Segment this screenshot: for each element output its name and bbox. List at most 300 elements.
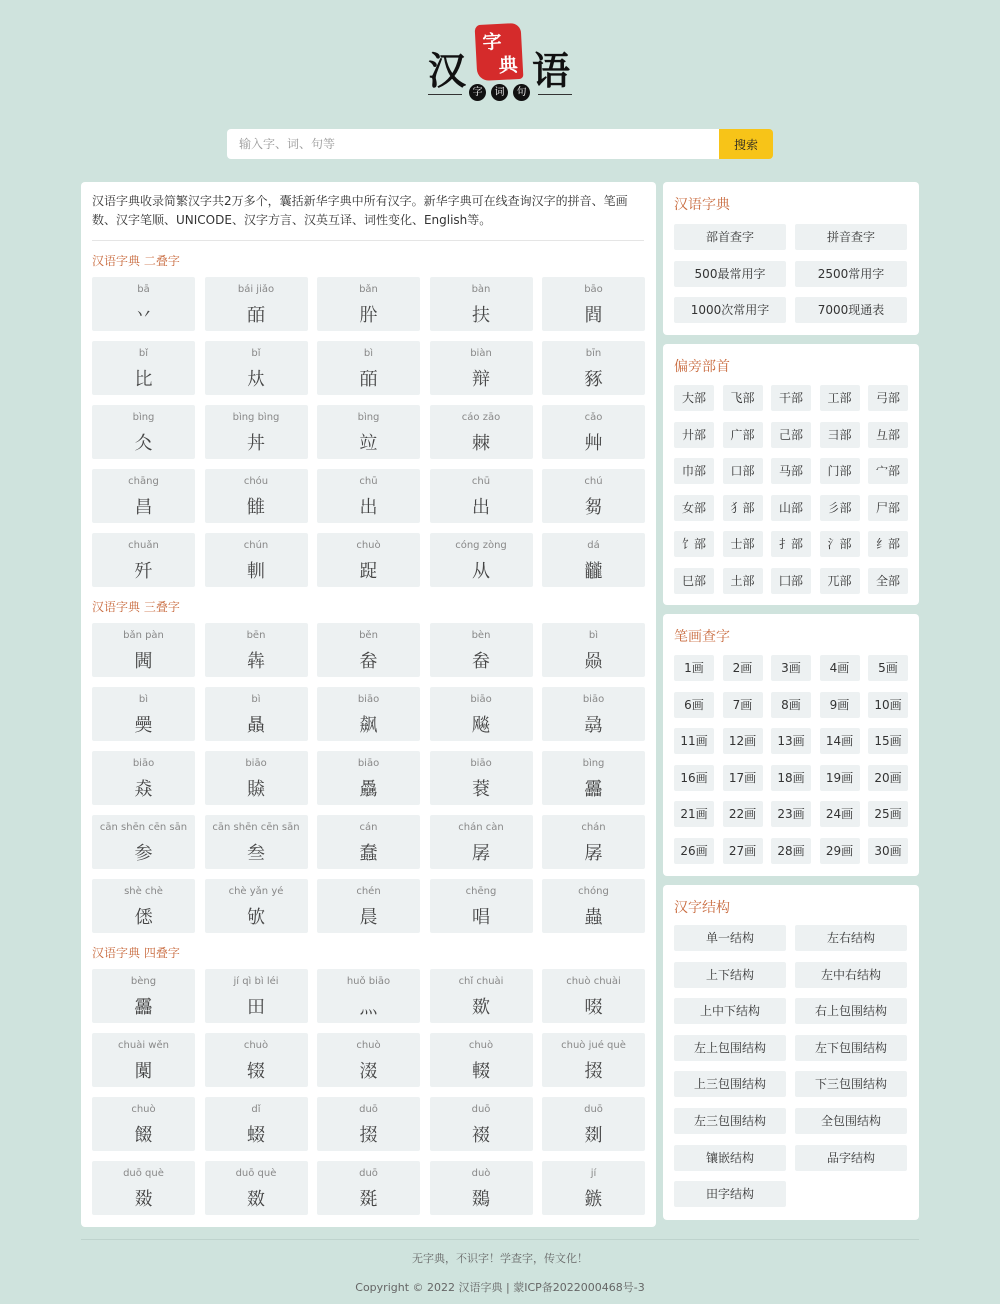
structure-button[interactable]: 上中下结构 (674, 998, 786, 1024)
char-glyph: 蝃 (247, 1125, 265, 1146)
char-pinyin: chán (581, 822, 606, 833)
char-pinyin: cān shēn cēn sān (212, 822, 300, 833)
radical-button[interactable]: 山部 (771, 495, 811, 521)
structure-button[interactable]: 镶嵌结构 (674, 1145, 786, 1171)
char-cell[interactable] (430, 1097, 533, 1151)
structure-button[interactable]: 上下结构 (674, 962, 786, 988)
radical-button[interactable]: 大部 (674, 385, 714, 411)
radical-button[interactable]: 彡部 (820, 495, 860, 521)
char-cell[interactable] (542, 1033, 645, 1087)
stroke-count-button[interactable]: 16画 (674, 765, 714, 791)
card-title: 偏旁部首 (674, 359, 730, 375)
char-pinyin: jí qì bì léi (233, 976, 279, 987)
char-pinyin: chóng (578, 886, 609, 897)
char-pinyin: chēng (465, 886, 497, 897)
char-glyph: 出 (359, 497, 378, 518)
char-cell[interactable] (317, 1161, 420, 1215)
char-cell[interactable] (430, 469, 533, 523)
radical-button[interactable]: 彐部 (820, 422, 860, 448)
dict-link-button[interactable]: 500最常用字 (674, 261, 786, 287)
char-cell[interactable] (92, 341, 195, 395)
char-glyph: 猋 (134, 779, 153, 800)
stroke-count-button[interactable]: 4画 (820, 655, 860, 681)
char-glyph: 剟 (584, 1125, 603, 1146)
radical-button[interactable]: 全部 (868, 568, 908, 594)
char-glyph: 奰 (134, 715, 153, 736)
stroke-count-button[interactable]: 25画 (868, 801, 908, 827)
radical-button[interactable]: 工部 (820, 385, 860, 411)
char-glyph: 鵽 (472, 1189, 490, 1210)
char-pinyin: chén (356, 886, 381, 897)
site-logo[interactable] (428, 22, 574, 102)
char-pinyin: duò (471, 1168, 491, 1179)
footer-copyright[interactable]: Copyright © 2022 汉语字典 | 蒙ICP备2022000468号-3 (355, 1281, 645, 1294)
footer-divider (81, 1239, 919, 1240)
stroke-count-button[interactable]: 1画 (674, 655, 714, 681)
dict-link-button[interactable]: 部首查字 (674, 224, 786, 250)
char-glyph: 闑 (134, 1061, 153, 1082)
char-glyph: 鏃 (584, 1189, 603, 1210)
char-cell[interactable] (430, 1161, 533, 1215)
char-glyph: 涰 (359, 1061, 378, 1082)
char-pinyin: huǒ biāo (346, 976, 391, 987)
char-cell[interactable] (542, 751, 645, 805)
char-glyph: 贆 (247, 779, 265, 800)
stroke-count-button[interactable]: 8画 (771, 692, 811, 718)
char-cell[interactable] (430, 815, 533, 869)
char-cell[interactable] (205, 533, 308, 587)
radical-button[interactable]: 巳部 (674, 568, 714, 594)
char-glyph: 敪 (247, 1189, 265, 1210)
char-cell[interactable] (317, 623, 420, 677)
card-title: 笔画查字 (674, 629, 730, 645)
char-pinyin: shè chè (124, 886, 163, 897)
char-pinyin: cán (359, 822, 378, 833)
stroke-count-button[interactable]: 3画 (771, 655, 811, 681)
structure-button[interactable]: 单一结构 (674, 925, 786, 951)
radical-button[interactable]: 扌部 (771, 531, 811, 557)
char-glyph: 赑 (584, 651, 603, 672)
char-cell[interactable] (542, 533, 645, 587)
char-cell[interactable] (92, 969, 195, 1023)
char-cell[interactable] (542, 1161, 645, 1215)
char-cell[interactable] (205, 623, 308, 677)
structure-button[interactable]: 右上包围结构 (795, 998, 907, 1024)
char-glyph: 灬 (359, 997, 378, 1018)
char-pinyin: bǐ (138, 348, 149, 359)
search-bar (227, 129, 773, 159)
radical-button[interactable]: 饣部 (674, 531, 714, 557)
char-glyph: 贔 (247, 715, 265, 736)
char-cell[interactable] (92, 1161, 195, 1215)
search-button[interactable]: 搜索 (719, 129, 773, 159)
char-glyph: 欼 (472, 997, 490, 1018)
char-pinyin: dǐ (251, 1104, 261, 1115)
char-cell[interactable] (317, 277, 420, 331)
radical-button[interactable]: 女部 (674, 495, 714, 521)
char-cell[interactable] (317, 469, 420, 523)
char-cell[interactable] (317, 687, 420, 741)
char-pinyin: chuò chuài (566, 976, 621, 987)
sidebar-strokes-card (663, 614, 919, 876)
structure-button[interactable]: 下三包围结构 (795, 1071, 907, 1097)
char-cell[interactable] (92, 1033, 195, 1087)
char-pinyin: bāo (584, 284, 603, 295)
sidebar-structure-card (663, 885, 919, 1220)
stroke-count-button[interactable]: 5画 (868, 655, 908, 681)
char-cell[interactable] (205, 1161, 308, 1215)
char-pinyin: jí (590, 1168, 597, 1179)
search-input[interactable] (227, 129, 719, 159)
char-pinyin: chāng (128, 476, 159, 487)
char-cell[interactable] (542, 687, 645, 741)
char-pinyin: bàn (471, 284, 491, 295)
char-glyph: 畚 (472, 651, 490, 672)
char-cell[interactable] (92, 879, 195, 933)
char-cell[interactable] (205, 815, 308, 869)
stroke-count-button[interactable]: 13画 (771, 728, 811, 754)
char-pinyin: chuò (131, 1104, 156, 1115)
char-cell[interactable] (205, 879, 308, 933)
char-pinyin: dá (587, 540, 600, 551)
char-pinyin: cǎo (584, 412, 603, 423)
stroke-count-button[interactable]: 22画 (723, 801, 763, 827)
char-glyph: 叁 (247, 843, 265, 864)
char-cell[interactable] (317, 1033, 420, 1087)
structure-button[interactable]: 左上包围结构 (674, 1035, 786, 1061)
char-cell[interactable] (92, 687, 195, 741)
char-glyph: 犇 (247, 651, 265, 672)
char-cell[interactable] (317, 405, 420, 459)
stroke-count-button[interactable]: 15画 (868, 728, 908, 754)
char-cell[interactable] (205, 1097, 308, 1151)
char-pinyin: chū (359, 476, 378, 487)
char-glyph: 龖 (584, 561, 603, 582)
radical-button[interactable]: 干部 (771, 385, 811, 411)
char-glyph: 辍 (247, 1061, 265, 1082)
char-pinyin: biāo (245, 758, 267, 769)
char-pinyin: biāo (357, 694, 380, 705)
char-glyph: 蟲 (584, 907, 603, 928)
radical-button[interactable]: 纟部 (868, 531, 908, 557)
stroke-count-button[interactable]: 2画 (723, 655, 763, 681)
char-cell[interactable] (430, 623, 533, 677)
char-cell[interactable] (430, 341, 533, 395)
char-cell[interactable] (92, 751, 195, 805)
char-pinyin: bèng (130, 976, 157, 987)
logo-seal (475, 23, 524, 81)
radical-button[interactable]: 巾部 (674, 458, 714, 484)
stroke-count-button[interactable]: 7画 (723, 692, 763, 718)
stroke-count-button[interactable]: 28画 (771, 838, 811, 864)
char-cell[interactable] (317, 1097, 420, 1151)
char-pinyin: bái jiǎo (237, 284, 275, 295)
char-glyph: 出 (472, 497, 490, 518)
char-pinyin: bì (588, 630, 599, 641)
char-glyph: 雔 (247, 497, 265, 518)
char-pinyin: biāo (357, 758, 380, 769)
char-cell[interactable] (317, 969, 420, 1023)
char-pinyin: chuǎn (128, 540, 159, 551)
radical-button[interactable]: 口部 (723, 458, 763, 484)
dict-link-button[interactable]: 7000现通表 (795, 297, 907, 323)
char-cell[interactable] (205, 341, 308, 395)
char-pinyin: bā (137, 284, 150, 295)
stroke-count-button[interactable]: 11画 (674, 728, 714, 754)
char-cell[interactable] (542, 1097, 645, 1151)
structure-button[interactable]: 品字结构 (795, 1145, 907, 1171)
logo-divider (428, 94, 462, 95)
char-glyph: 掇 (359, 1125, 378, 1146)
char-pinyin: chuò jué què (561, 1040, 626, 1051)
char-cell[interactable] (317, 815, 420, 869)
char-cell[interactable] (205, 969, 308, 1023)
char-cell[interactable] (205, 277, 308, 331)
stroke-count-button[interactable]: 17画 (723, 765, 763, 791)
char-pinyin: chú (584, 476, 603, 487)
char-glyph: 芻 (584, 497, 603, 518)
logo-circle-char: 字 (469, 84, 486, 101)
sidebar-radicals-card (663, 344, 919, 605)
char-cell[interactable] (542, 879, 645, 933)
char-pinyin: chuò (243, 1040, 269, 1051)
char-cell[interactable] (542, 341, 645, 395)
radical-button[interactable]: 土部 (723, 568, 763, 594)
char-cell[interactable] (430, 405, 533, 459)
stroke-count-button[interactable]: 18画 (771, 765, 811, 791)
char-pinyin: bìng (582, 758, 605, 769)
stroke-count-button[interactable]: 6画 (674, 692, 714, 718)
logo-seal-char: 字 (481, 30, 503, 54)
char-pinyin: duō (584, 1104, 603, 1115)
radical-button[interactable]: 宀部 (868, 458, 908, 484)
stroke-count-button[interactable]: 29画 (820, 838, 860, 864)
char-glyph: 僁 (134, 907, 153, 928)
char-glyph: 肸 (359, 305, 378, 326)
char-pinyin: bìng bìng (232, 412, 280, 423)
char-cell[interactable] (317, 879, 420, 933)
section-title: 汉语字典 三叠字 (92, 600, 180, 614)
char-cell[interactable] (542, 277, 645, 331)
char-pinyin: biāo (132, 758, 155, 769)
structure-button[interactable]: 左三包围结构 (674, 1108, 786, 1134)
char-glyph: 晨 (359, 907, 378, 928)
char-glyph: 田 (247, 997, 265, 1018)
radical-button[interactable]: 士部 (723, 531, 763, 557)
char-glyph: 蔉 (472, 779, 490, 800)
radical-button[interactable]: 彑部 (868, 422, 908, 448)
char-glyph: 䡅 (247, 561, 265, 582)
char-cell[interactable] (542, 623, 645, 677)
char-glyph: 踀 (359, 561, 378, 582)
stroke-count-button[interactable]: 14画 (820, 728, 860, 754)
char-pinyin: chóu (243, 476, 269, 487)
char-pinyin: cān shēn cēn sān (99, 822, 188, 833)
radical-button[interactable]: 马部 (771, 458, 811, 484)
char-cell[interactable] (205, 751, 308, 805)
char-cell[interactable] (92, 277, 195, 331)
char-glyph: 夶 (247, 369, 265, 390)
radical-button[interactable]: 广部 (723, 422, 763, 448)
logo-char-right: 语 (532, 48, 571, 93)
char-pinyin: biāo (470, 758, 492, 769)
stroke-count-button[interactable]: 9画 (820, 692, 860, 718)
radical-button[interactable]: 飞部 (723, 385, 763, 411)
char-glyph: 蠢 (359, 843, 378, 864)
char-glyph: 裰 (472, 1125, 490, 1146)
char-cell[interactable] (205, 469, 308, 523)
char-pinyin: chán càn (458, 822, 504, 833)
section-title: 汉语字典 四叠字 (92, 946, 180, 960)
char-glyph: 扶 (472, 305, 490, 326)
intro-text: 汉语字典收录简繁汉字共2万多个，囊括新华字典中所有汉字。新华字典可在线查询汉字的拼音、笔画数、汉字笔顺、UNICODE、汉字方言、汉英互译、词性变化、English等。 (92, 194, 628, 227)
main-panel (81, 182, 656, 1227)
stroke-count-button[interactable]: 20画 (868, 765, 908, 791)
char-glyph: 啜 (584, 997, 603, 1018)
char-pinyin: bèn (471, 630, 491, 641)
divider (92, 240, 644, 241)
stroke-count-button[interactable]: 23画 (771, 801, 811, 827)
char-pinyin: bìng (132, 412, 155, 423)
logo-circle-char: 词 (491, 84, 508, 101)
radical-button[interactable]: 廾部 (674, 422, 714, 448)
char-glyph: 掇 (584, 1061, 603, 1082)
stroke-count-button[interactable]: 21画 (674, 801, 714, 827)
char-glyph: 欨 (247, 907, 265, 928)
dict-link-button[interactable]: 1000次常用字 (674, 297, 786, 323)
char-cell[interactable] (92, 469, 195, 523)
char-cell[interactable] (205, 687, 308, 741)
radical-button[interactable]: 犭部 (723, 495, 763, 521)
char-glyph: 餟 (134, 1125, 153, 1146)
char-pinyin: duō (359, 1104, 378, 1115)
char-glyph: 歼 (134, 561, 153, 582)
footer-slogan: 无字典，不识字！学查字，传文化！ (412, 1252, 588, 1265)
char-cell[interactable] (542, 405, 645, 459)
char-pinyin: duō què (123, 1168, 164, 1179)
radical-button[interactable]: 弓部 (868, 385, 908, 411)
char-cell[interactable] (430, 879, 533, 933)
char-glyph: 昌 (134, 497, 153, 518)
char-pinyin: bì (363, 348, 374, 359)
stroke-count-button[interactable]: 12画 (723, 728, 763, 754)
char-cell[interactable] (542, 469, 645, 523)
radical-button[interactable]: 囗部 (771, 568, 811, 594)
char-cell[interactable] (430, 751, 533, 805)
dict-link-button[interactable]: 2500常用字 (795, 261, 907, 287)
char-cell[interactable] (430, 277, 533, 331)
radical-button[interactable]: 氵部 (820, 531, 860, 557)
char-glyph: 飚 (472, 715, 490, 736)
structure-button[interactable]: 田字结构 (674, 1181, 786, 1207)
section-title: 汉语字典 二叠字 (92, 254, 180, 268)
char-glyph: 皕 (247, 305, 265, 326)
char-cell[interactable] (317, 341, 420, 395)
char-glyph: 参 (134, 843, 153, 864)
char-cell[interactable] (430, 1033, 533, 1087)
radical-button[interactable]: 尸部 (868, 495, 908, 521)
char-glyph: 艸 (584, 433, 603, 454)
char-cell[interactable] (205, 405, 308, 459)
char-cell[interactable] (205, 1033, 308, 1087)
char-pinyin: biāo (470, 694, 492, 705)
char-glyph: 丷 (134, 305, 153, 326)
char-cell[interactable] (430, 969, 533, 1023)
structure-button[interactable]: 上三包围结构 (674, 1071, 786, 1097)
char-glyph: 靐 (584, 779, 603, 800)
radical-button[interactable]: 门部 (820, 458, 860, 484)
char-pinyin: bēn (246, 630, 266, 641)
char-glyph: 閪 (134, 651, 153, 672)
stroke-count-button[interactable]: 24画 (820, 801, 860, 827)
char-cell[interactable] (92, 533, 195, 587)
char-glyph: 仌 (134, 433, 153, 454)
char-glyph: 皕 (359, 369, 378, 390)
char-cell[interactable] (92, 815, 195, 869)
char-cell[interactable] (430, 687, 533, 741)
char-pinyin: chǐ chuài (458, 976, 504, 987)
stroke-count-button[interactable]: 26画 (674, 838, 714, 864)
char-pinyin: běn (359, 630, 378, 641)
char-pinyin: bǎn pàn (123, 630, 164, 641)
structure-button[interactable]: 全包围结构 (795, 1108, 907, 1134)
structure-button[interactable]: 左中右结构 (795, 962, 907, 988)
char-cell[interactable] (542, 815, 645, 869)
char-cell[interactable] (92, 1097, 195, 1151)
char-pinyin: bīn (585, 348, 602, 359)
char-glyph: 辩 (472, 369, 490, 390)
card-title: 汉字结构 (674, 900, 730, 916)
char-pinyin: chún (243, 540, 269, 551)
char-glyph: 靐 (134, 997, 153, 1018)
char-glyph: 比 (134, 369, 153, 390)
structure-button[interactable]: 左下包围结构 (795, 1035, 907, 1061)
char-cell[interactable] (317, 533, 420, 587)
logo-divider (538, 94, 572, 95)
stroke-count-button[interactable]: 10画 (868, 692, 908, 718)
char-pinyin: duō (471, 1104, 491, 1115)
stroke-count-button[interactable]: 30画 (868, 838, 908, 864)
char-glyph: 敠 (134, 1189, 153, 1210)
char-glyph: 孱 (584, 843, 603, 864)
char-cell[interactable] (430, 533, 533, 587)
dict-link-button[interactable]: 拼音查字 (795, 224, 907, 250)
radical-button[interactable]: 兀部 (820, 568, 860, 594)
stroke-count-button[interactable]: 19画 (820, 765, 860, 791)
char-pinyin: chuò (356, 1040, 381, 1051)
char-cell[interactable] (542, 969, 645, 1023)
sidebar-dict-card (663, 182, 919, 335)
char-glyph: 輟 (472, 1061, 490, 1082)
logo-char-left: 汉 (428, 48, 467, 93)
radical-button[interactable]: 己部 (771, 422, 811, 448)
char-pinyin: cáo zāo (461, 412, 501, 423)
char-glyph: 孱 (472, 843, 490, 864)
char-glyph: 唱 (472, 907, 490, 928)
char-glyph: 畚 (359, 651, 378, 672)
char-pinyin: chuò (356, 540, 381, 551)
char-glyph: 閰 (584, 305, 603, 326)
char-pinyin: chuò (468, 1040, 494, 1051)
char-cell[interactable] (92, 405, 195, 459)
char-glyph: 棘 (472, 433, 490, 454)
char-cell[interactable] (317, 751, 420, 805)
structure-button[interactable]: 左右结构 (795, 925, 907, 951)
char-pinyin: chū (471, 476, 491, 487)
stroke-count-button[interactable]: 27画 (723, 838, 763, 864)
char-cell[interactable] (92, 623, 195, 677)
card-title: 汉语字典 (674, 197, 730, 213)
